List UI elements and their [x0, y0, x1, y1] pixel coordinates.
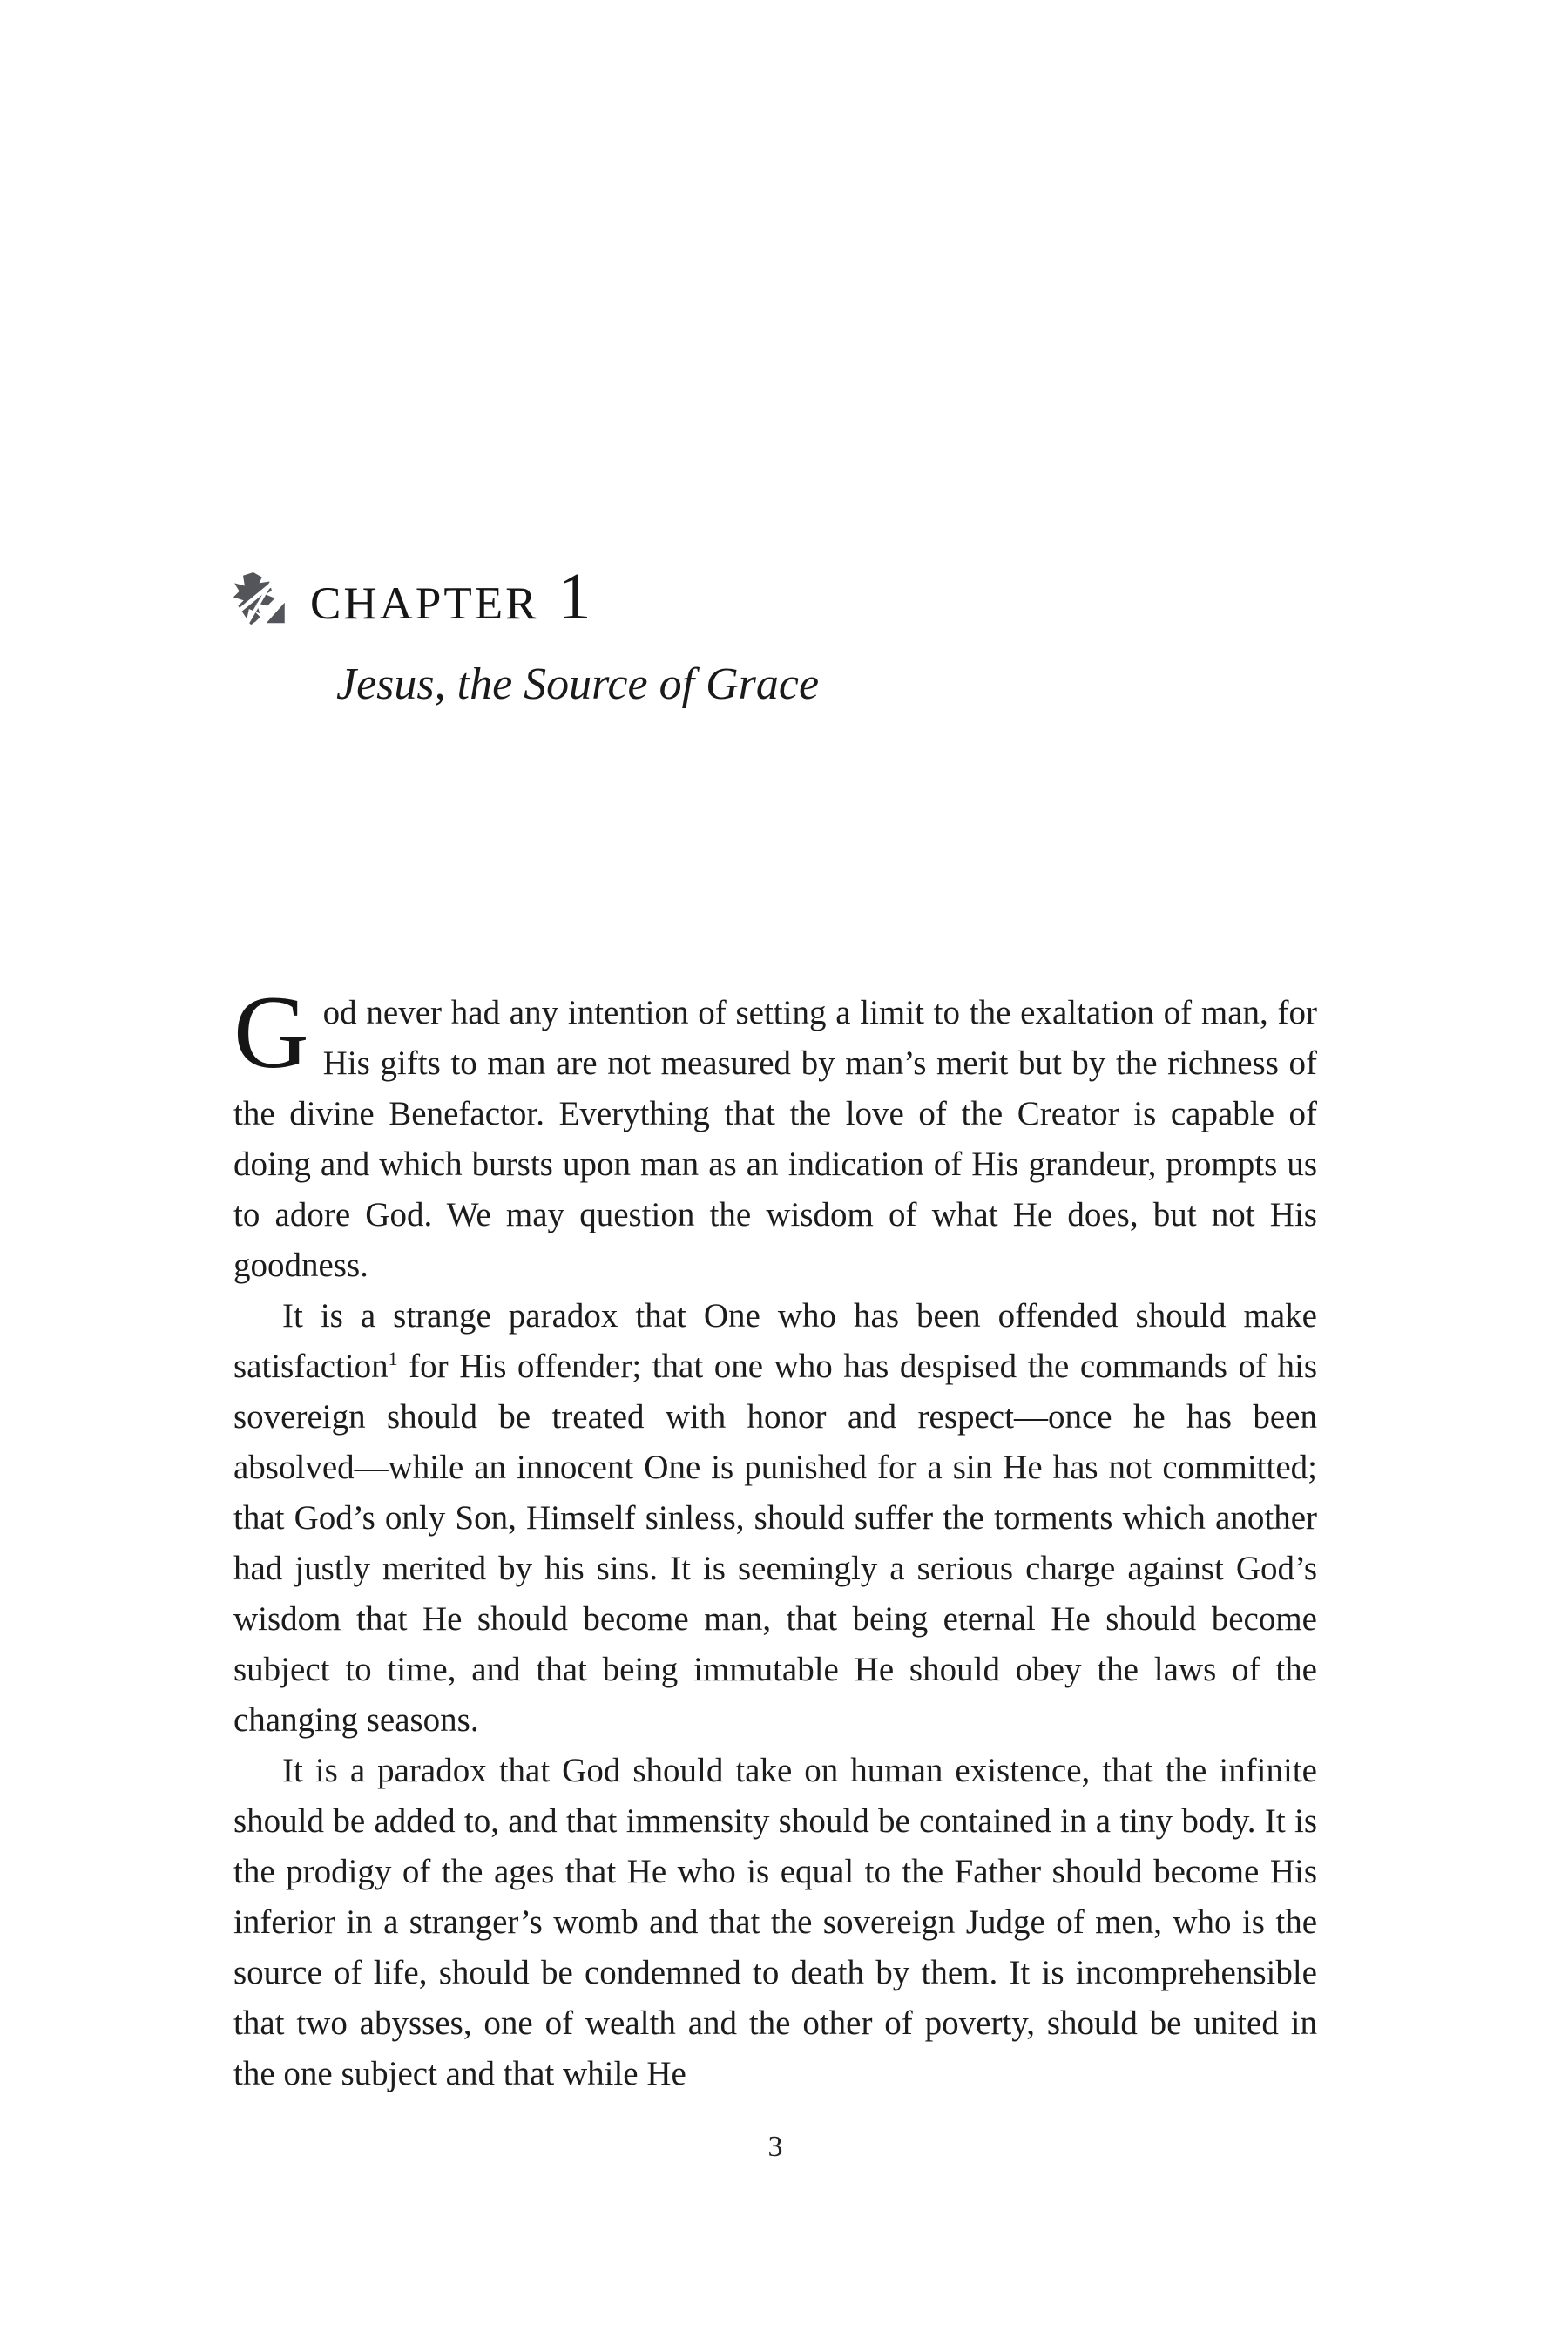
footnote-marker: 1 [388, 1348, 398, 1369]
paragraph [233, 1291, 1317, 1746]
leaf-ornament-icon [232, 570, 286, 629]
paragraph-text: It is a paradox that God should take on human existence, that the infinite should be added to, and that immensity should be contained in a tiny body. It is the prodigy of the ages that He who is equal to the Father should become His inferior in a stranger’s womb and that the sovereign Judge of men, who is the source of life, should be condemned to death by them. It is incomprehensible that two abysses, one of wealth and the other of poverty, should be united in the one subject and that while He [233, 1752, 1317, 2092]
paragraph [233, 974, 1317, 1291]
chapter-heading [232, 559, 593, 634]
page-number: 3 [767, 2131, 783, 2163]
paragraph-text: It is a strange paradox that One who has been offended should make satisfaction [233, 1297, 1317, 1385]
paragraph [233, 1746, 1317, 2099]
chapter-body [233, 974, 1317, 2099]
chapter-title: chapter 1 [310, 560, 594, 633]
paragraph-text: od never had any intention of setting a limit to the exaltation of man, for His gifts to man are not measured by man’s merit but by the richness of the divine Benefactor. Everything that the love of the Creator is capable of doing and which bursts upon man as an indication of His grandeur, prompts us to adore God. We may question the wisdom of what He does, but not His goodness. [233, 994, 1317, 1284]
chapter-subtitle: Jesus, the Source of Grace [336, 659, 820, 709]
drop-cap: G [233, 974, 309, 1090]
paragraph-text: for His offender; that one who has despised the commands of his sovereign should be treated with honor and respect—once he has been absolved—while an innocent One is punished for a sin He has not committed; that God’s only Son, Himself sinless, should suffer the torments which another had justly merited by his sins. It is seemingly a serious charge against God’s wisdom that He should become man, that being eternal He should become subject to time, and that being immutable He should obey the laws of the changing seasons. [233, 1348, 1317, 1739]
